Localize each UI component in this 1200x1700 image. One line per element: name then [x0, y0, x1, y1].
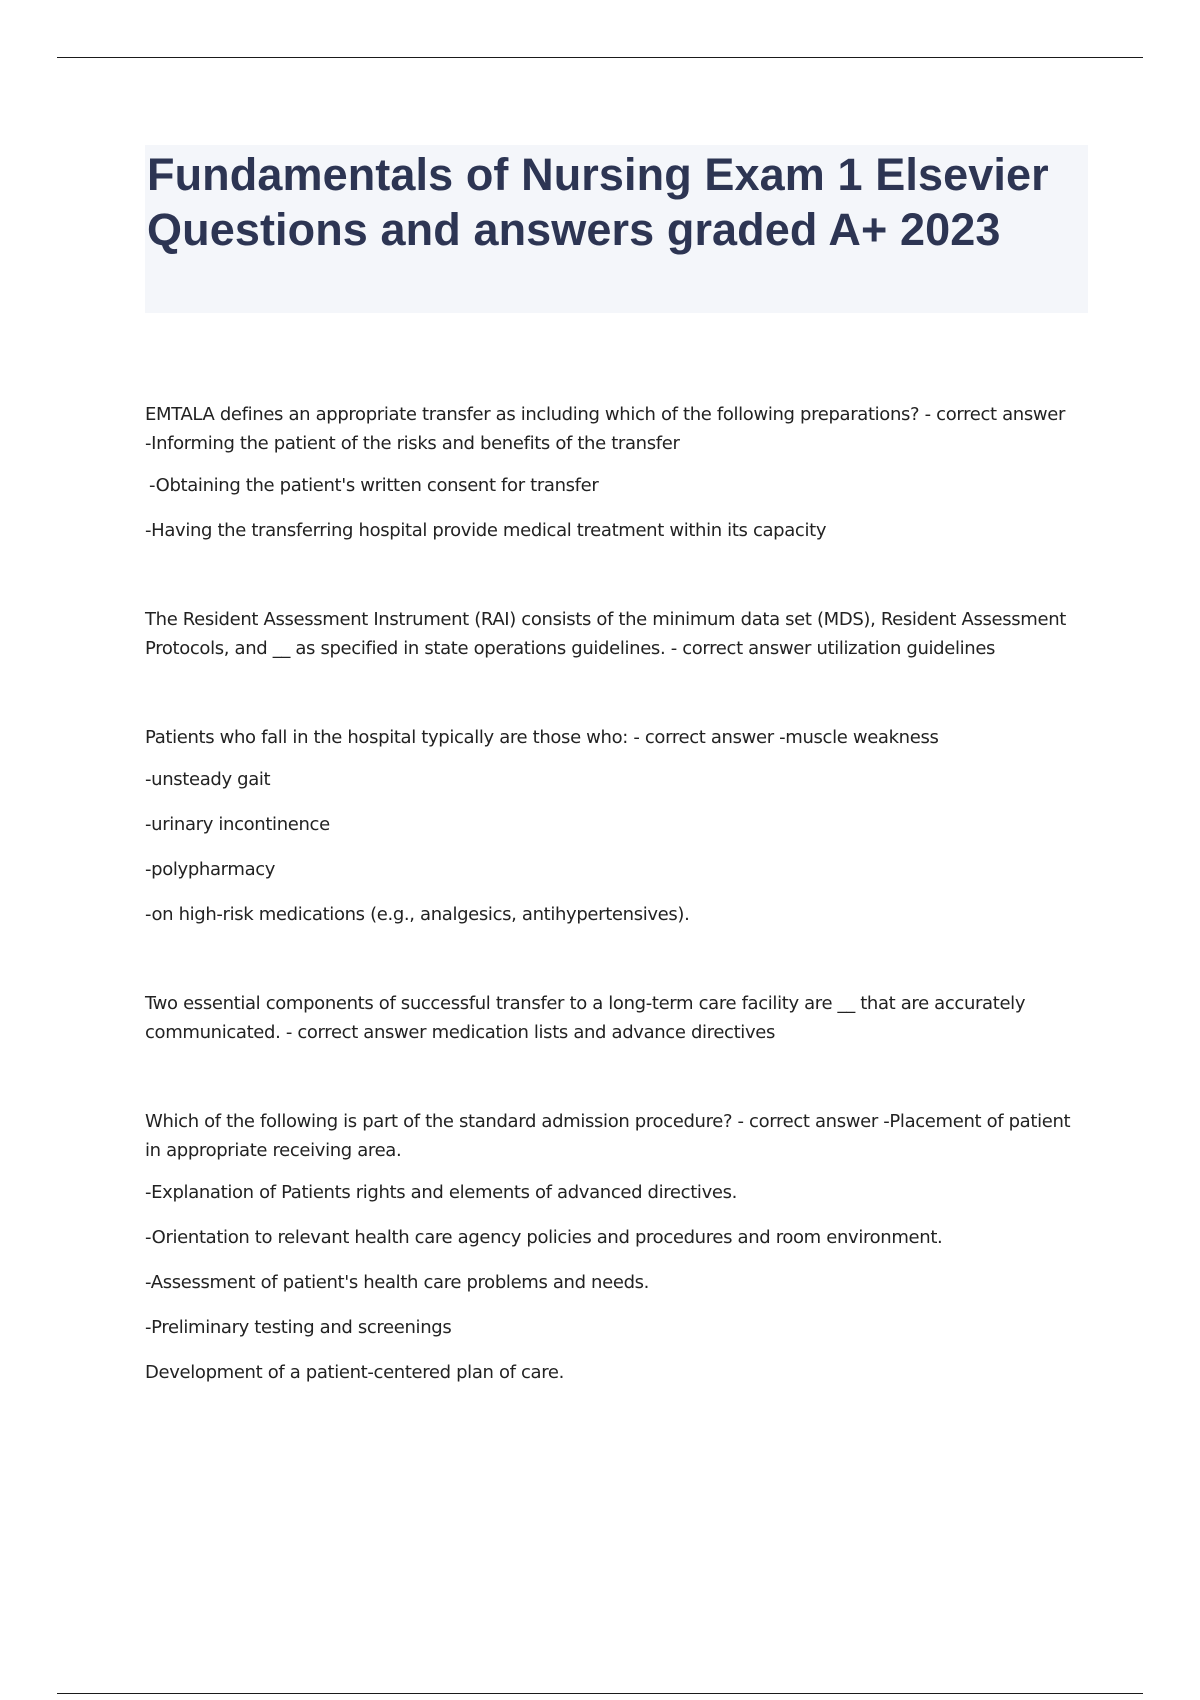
answer-item: -Orientation to relevant health care agency policies and procedures and room environment. — [145, 1227, 943, 1248]
answer-item: -urinary incontinence — [145, 814, 330, 835]
answer-item: -unsteady gait — [145, 769, 271, 790]
question-text: Patients who fall in the hospital typically are those who: - correct answer -muscle weakness — [145, 727, 939, 748]
header-rule — [57, 57, 1143, 58]
answer-item: -Explanation of Patients rights and elements of advanced directives. — [145, 1182, 737, 1203]
answer-item: -Obtaining the patient's written consent for transfer — [149, 475, 599, 496]
qa-block — [145, 723, 1075, 929]
question-text: The Resident Assessment Instrument (RAI) consists of the minimum data set (MDS), Resident Assessment Protocols, and __ as specified in state operations guidelines. - correct answer utilization guidelines — [145, 609, 1066, 659]
answer-item: -polypharmacy — [145, 859, 276, 880]
document-body — [145, 400, 1075, 1447]
answer-item: -Preliminary testing and screenings — [145, 1317, 452, 1338]
title-block — [145, 145, 1088, 313]
question-text: EMTALA defines an appropriate transfer as including which of the following preparations? - correct answer -Informing the patient of the risks and benefits of the transfer — [145, 404, 1066, 454]
answer-item: -Having the transferring hospital provide medical treatment within its capacity — [145, 520, 827, 541]
qa-block — [145, 605, 1075, 663]
answer-item: Development of a patient-centered plan of care. — [145, 1362, 564, 1383]
footer-rule — [57, 1693, 1143, 1694]
question-text: Which of the following is part of the standard admission procedure? - correct answer -Placement of patient in appropriate receiving area. — [145, 1111, 1071, 1161]
qa-block — [145, 989, 1075, 1047]
answer-item: -on high-risk medications (e.g., analgesics, antihypertensives). — [145, 904, 690, 925]
answer-item: -Assessment of patient's health care problems and needs. — [145, 1272, 650, 1293]
question-text: Two essential components of successful transfer to a long-term care facility are __ that are accurately communicated. - correct answer medication lists and advance directives — [145, 993, 1026, 1043]
document-title: Fundamentals of Nursing Exam 1 Elsevier Questions and answers graded A+ 2023 — [147, 149, 1049, 255]
qa-block — [145, 1107, 1075, 1387]
qa-block — [145, 400, 1075, 545]
